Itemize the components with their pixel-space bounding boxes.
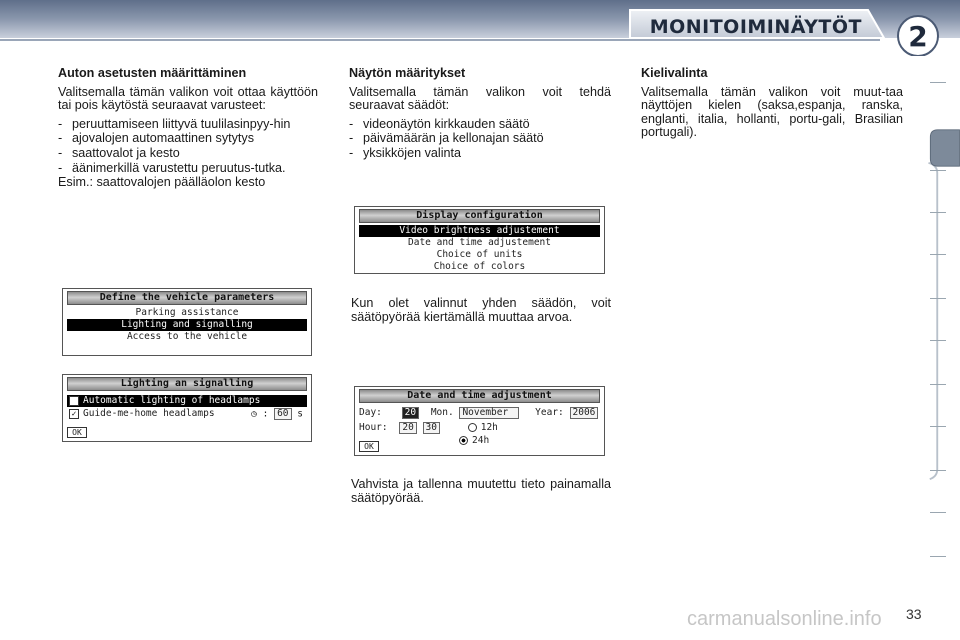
tab-divider: [930, 556, 946, 557]
menu-item[interactable]: Choice of colors: [433, 261, 526, 272]
tab-divider: [930, 298, 946, 299]
option-label: Automatic lighting of headlamps: [83, 395, 261, 406]
display-settings-section: [349, 67, 611, 162]
tab-divider: [930, 170, 946, 171]
tab-divider: [930, 512, 946, 513]
screen-title: Date and time adjustment: [359, 389, 600, 403]
menu-item-selected[interactable]: Lighting and signalling: [67, 319, 307, 331]
date-time-adjustment-screen: [354, 386, 605, 456]
guide-me-home-option[interactable]: [67, 408, 307, 420]
display-configuration-screen: [354, 206, 605, 274]
screen-title: Display configuration: [359, 209, 600, 223]
tab-divider: [930, 340, 946, 341]
tab-divider: [930, 212, 946, 213]
language-section: [641, 67, 903, 145]
checkbox-unchecked-icon[interactable]: [69, 396, 79, 406]
select-adjustment-text: Kun olet valinnut yhden säädön, voit säätöpyörää kiertämällä muuttaa arvoa.: [351, 296, 611, 324]
page-header: [0, 0, 960, 56]
hour-field[interactable]: 20: [399, 422, 416, 434]
section-intro: Valitsemalla tämän valikon voit ottaa käyttöön tai pois käytöstä seuraavat varusteet:: [58, 84, 318, 113]
auto-lighting-option[interactable]: [67, 395, 307, 407]
tab-divider: [930, 384, 946, 385]
vehicle-parameters-section: [58, 67, 318, 195]
display-options-list: [349, 118, 611, 161]
minute-field[interactable]: 30: [423, 422, 440, 434]
section-text: Valitsemalla tämän valikon voit muut-taa näyttöjen kielen (saksa,espanja, ranska, englanti, italia, hollanti, portu-gali, Brasilian portugali).: [641, 84, 903, 140]
duration-unit: s: [297, 408, 303, 420]
list-item: - ajovalojen automaattinen sytytys: [58, 132, 318, 146]
define-vehicle-parameters-screen: [62, 288, 312, 356]
radio-unselected-icon[interactable]: [468, 423, 477, 432]
year-field[interactable]: 2006: [570, 407, 599, 419]
ok-button[interactable]: OK: [359, 441, 379, 452]
time-row: [355, 421, 604, 435]
tab-divider: [930, 254, 946, 255]
radio-selected-icon[interactable]: [459, 436, 468, 445]
page-title: MONITOIMINÄYTÖT: [649, 16, 862, 38]
month-field[interactable]: November: [459, 407, 519, 419]
list-item: - videonäytön kirkkauden säätö: [349, 118, 611, 132]
menu-item[interactable]: Choice of units: [436, 249, 523, 260]
screen-title: Lighting an signalling: [67, 377, 307, 391]
list-item: - saattovalot ja kesto: [58, 147, 318, 161]
menu-item[interactable]: Parking assistance: [135, 307, 239, 318]
screen-title: Define the vehicle parameters: [67, 291, 307, 305]
list-item: - peruuttamiseen liittyvä tuulilasinpyy-hin: [58, 118, 318, 132]
section-heading: Näytön määritykset: [349, 66, 466, 80]
tab-divider: [930, 82, 946, 83]
year-label: Year:: [535, 407, 564, 418]
duration-field[interactable]: 60: [274, 408, 291, 420]
confirm-text: Vahvista ja tallenna muutettu tieto painamalla säätöpyörää.: [351, 477, 611, 505]
list-item: - päivämäärän ja kellonajan säätö: [349, 132, 611, 146]
active-chapter-tab[interactable]: [928, 128, 960, 168]
day-field[interactable]: 20: [402, 407, 419, 419]
date-row: [355, 405, 604, 421]
menu-item[interactable]: Access to the vehicle: [126, 331, 248, 342]
checkbox-checked-icon[interactable]: ✓: [69, 409, 79, 419]
menu-item[interactable]: Date and time adjustement: [408, 237, 551, 248]
watermark: carmanualsonline.info: [687, 608, 882, 630]
page-number: 33: [906, 606, 922, 622]
hour-label: Hour:: [359, 422, 388, 433]
format-12h-option[interactable]: [468, 422, 498, 433]
menu-item-selected[interactable]: Video brightness adjustement: [359, 225, 600, 237]
ok-button[interactable]: OK: [67, 427, 87, 438]
example-text: Esim.: saattovalojen päälläolon kesto: [58, 175, 266, 190]
day-label: Day:: [359, 407, 382, 418]
vehicle-options-list: [58, 118, 318, 175]
chapter-number-badge: 2: [908, 19, 928, 53]
tab-divider: [930, 426, 946, 427]
tab-divider: [930, 470, 946, 471]
duration-control: ◷ : 60 s: [251, 408, 303, 420]
option-label: Guide-me-home headlamps: [83, 408, 215, 419]
list-item: - äänimerkillä varustettu peruutus-tutka.: [58, 162, 318, 176]
section-heading: Auton asetusten määrittäminen: [58, 66, 247, 80]
section-intro: Valitsemalla tämän valikon voit tehdä seuraavat säädöt:: [349, 84, 611, 113]
list-item: - yksikköjen valinta: [349, 147, 611, 161]
lighting-signalling-screen: [62, 374, 312, 442]
timer-icon: ◷: [251, 408, 257, 420]
option-label: 12h: [480, 422, 498, 433]
section-heading: Kielivalinta: [641, 66, 708, 80]
option-label: 24h: [472, 435, 490, 446]
format-24h-option[interactable]: [459, 435, 489, 447]
month-label: Mon.: [430, 407, 454, 418]
